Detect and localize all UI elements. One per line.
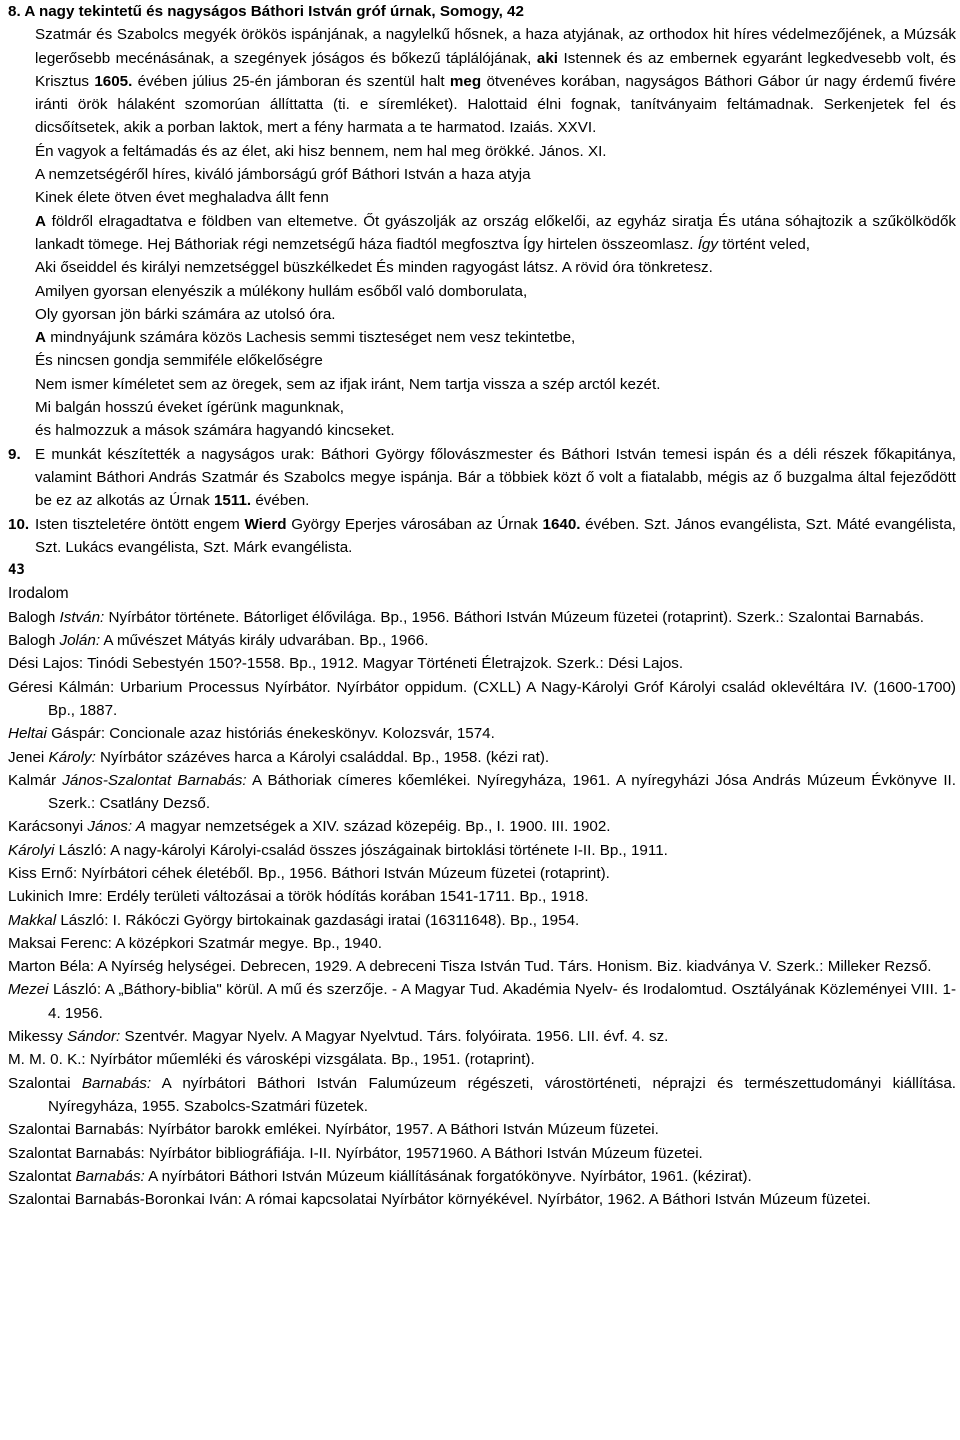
- item-8-title-text: 8. A nagy tekintetű és nagyságos Báthori István gróf úrnak, Somogy, 42: [8, 3, 524, 20]
- item-10-number: 10.: [8, 515, 30, 533]
- text-run: évében július 25-én jámboran és szentül halt: [132, 72, 450, 90]
- italic-run: István:: [59, 608, 105, 626]
- item-10-text: [35, 513, 956, 560]
- verse-line: [8, 373, 956, 396]
- bibliography-list: [8, 606, 956, 1212]
- text-run: M. M. 0. K.: Nyírbátor műemléki és városképi vizsgálata. Bp., 1951. (rotaprint).: [8, 1051, 535, 1069]
- italic-run: Makkal: [8, 911, 57, 929]
- item-8-verse: [8, 140, 956, 443]
- bibliography-entry: [8, 606, 956, 629]
- bold-run: 1511.: [213, 492, 252, 510]
- bibliography-entry: [8, 815, 956, 838]
- text-run: Én vagyok a feltámadás és az élet, aki hisz bennem, nem hal meg örökké. János. XI.: [35, 142, 607, 160]
- bold-run: 1640.: [542, 515, 581, 533]
- italic-run: Károly:: [48, 748, 96, 766]
- item-9-text: [35, 443, 956, 513]
- bold-run: A: [35, 212, 46, 230]
- bibliography-entry: [8, 978, 956, 1025]
- text-run: történt veled,: [717, 235, 810, 253]
- bibliography-entry: [8, 909, 956, 932]
- bibliography-entry: [8, 862, 956, 885]
- text-run: Kinek élete ötven évet meghaladva állt fenn: [35, 189, 329, 207]
- text-run: ötvenéves korában, nagyságos Báthori Gábor úr nagy érdemű fivére iránti örök hálaként szomorúan állíttatta (ti. e síremléket). Halottaid élni fognak, tanítványaim feltámadnak. Serkenjetek fel és dicsőítsetek, akik a porban laktok, mert a fény harmata a te harmatod. Izaiás. XXVI.: [35, 72, 956, 137]
- text-run: Balogh: [8, 608, 60, 626]
- text-run: évében.: [251, 492, 310, 510]
- text-run: Szalontat Barnabás: Nyírbátor bibliográfiája. I-II. Nyírbátor, 19571960. A Báthori István Múzeum füzetei.: [8, 1144, 703, 1162]
- text-run: Szalontai Barnabás-Boronkai Iván: A római kapcsolatai Nyírbátor környékével. Nyírbátor, 1962. A Báthori István Múzeum füzetei.: [8, 1191, 871, 1209]
- bibliography-entry: [8, 652, 956, 675]
- text-run: E munkát készítették a nagyságos urak: Báthori György főlovászmester és Báthori István temesi ispán és a déli részek főkapitánya, valamint Báthori András Szatmár és Szabolcs megye ispánja. Bár a többiek közt ő volt a fiatalabb, mégis az ő buzgalma által fejeződött be ez az alkotás az Úrnak: [35, 445, 956, 510]
- bibliography-entry: [8, 1072, 956, 1119]
- bibliography-entry: [8, 746, 956, 769]
- item-10: [8, 513, 956, 560]
- text-run: Jenei: [8, 748, 49, 766]
- text-run: Balogh: [8, 632, 60, 650]
- text-run: Amilyen gyorsan elenyészik a múlékony hullám esőből való domborulata,: [35, 282, 528, 300]
- text-run: Nyírbátor története. Bátorliget élővilága. Bp., 1956. Báthori István Múzeum füzetei (rotaprint). Szerk.: Szalontai Barnabás.: [104, 608, 924, 626]
- verse-line: [8, 186, 956, 209]
- bold-run: 1605.: [94, 72, 133, 90]
- item-9: [8, 443, 956, 513]
- verse-line: [8, 210, 956, 257]
- bibliography-entry: [8, 1165, 956, 1188]
- text-run: A nyírbátori Báthori István Múzeum kiállításának forgatókönyve. Nyírbátor, 1961. (kézirat).: [144, 1167, 752, 1185]
- item-9-number: 9.: [8, 445, 21, 463]
- text-run: Karácsonyi: [8, 818, 88, 836]
- italic-run: Heltai: [8, 725, 47, 743]
- verse-line: [8, 303, 956, 326]
- text-run: Kiss Ernő: Nyírbátori céhek életéből. Bp., 1956. Báthori István Múzeum füzetei (rotaprint).: [8, 864, 610, 882]
- bold-run: A: [35, 329, 46, 347]
- italic-run: János: A: [87, 818, 146, 836]
- text-run: Szalontai: [8, 1074, 82, 1092]
- text-run: Szentvér. Magyar Nyelv. A Magyar Nyelvtud. Társ. folyóirata. 1956. LII. évf. 4. sz.: [120, 1028, 669, 1046]
- text-run: Mi balgán hosszú éveket ígérünk magunknak,: [35, 399, 344, 417]
- verse-line: [8, 326, 956, 349]
- verse-line: [8, 396, 956, 419]
- text-run: Lukinich Imre: Erdély területi változásai a török hódítás korában 1541-1711. Bp., 1918.: [8, 888, 589, 906]
- bibliography-entry: [8, 1188, 956, 1211]
- bold-run: Wierd: [244, 515, 287, 533]
- bibliography-entry: [8, 1048, 956, 1071]
- text-run: Istennek és az embernek egyaránt legkedvesebb volt, és Krisztus: [35, 49, 956, 90]
- bibliography-entry: [8, 1118, 956, 1141]
- text-run: Maksai Ferenc: A középkori Szatmár megye. Bp., 1940.: [8, 934, 382, 952]
- bibliography-entry: [8, 932, 956, 955]
- bold-run: aki: [536, 49, 558, 67]
- text-run: A Báthoriak címeres kőemlékei. Nyíregyháza, 1961. A nyíregyházi Jósa András Múzeum Évkönyve II. Szerk.: Csatlány Dezső.: [48, 771, 956, 813]
- verse-line: [8, 140, 956, 163]
- text-run: Dési Lajos: Tinódi Sebestyén 150?-1558. Bp., 1912. Magyar Történeti Életrajzok. Szerk.: Dési Lajos.: [8, 655, 684, 673]
- verse-line: [8, 349, 956, 372]
- text-run: Gáspár: Concionale azaz históriás énekeskönyv. Kolozsvár, 1574.: [46, 725, 495, 743]
- verse-line: [8, 419, 956, 442]
- text-run: És nincsen gondja semmiféle előkelőségre: [35, 352, 323, 370]
- bibliography-entry: [8, 955, 956, 978]
- text-run: Mikessy: [8, 1028, 68, 1046]
- text-run: Szalontai Barnabás: Nyírbátor barokk emlékei. Nyírbátor, 1957. A Báthori István Múzeum füzetei.: [8, 1121, 659, 1139]
- text-run: Oly gyorsan jön bárki számára az utolsó óra.: [35, 305, 336, 323]
- text-run: A nyírbátori Báthori István Falumúzeum régészeti, várostörténeti, néprajzi és természettudományi kiállítása. Nyíregyháza, 1955. Szabolcs-Szatmári füzetek.: [48, 1074, 956, 1115]
- text-run: György Eperjes városában az Úrnak: [286, 515, 543, 533]
- text-run: László: I. Rákóczi György birtokainak gazdasági iratai (16311648). Bp., 1954.: [56, 911, 580, 929]
- bibliography-entry: [8, 1025, 956, 1048]
- bibliography-entry: [8, 839, 956, 862]
- italic-run: Mezei: [8, 981, 49, 999]
- text-run: magyar nemzetségek a XIV. század közepéig. Bp., I. 1900. III. 1902.: [145, 818, 611, 836]
- page-number: 43: [8, 562, 25, 579]
- item-8-paragraph: [8, 23, 956, 139]
- bibliography-entry: [8, 885, 956, 908]
- italic-run: Barnabás:: [75, 1167, 145, 1185]
- text-run: Kalmár: [8, 771, 63, 789]
- verse-line: [8, 256, 956, 279]
- bibliography-entry: [8, 629, 956, 652]
- bibliography-heading: Irodalom: [8, 585, 69, 603]
- text-run: Szalontat: [8, 1167, 76, 1185]
- bold-run: meg: [449, 72, 482, 90]
- text-run: Nyírbátor százéves harca a Károlyi családdal. Bp., 1958. (kézi rat).: [95, 748, 550, 766]
- bibliography-entry: [8, 722, 956, 745]
- italic-run: János-Szalontat Barnabás:: [62, 771, 247, 789]
- bibliography-entry: [8, 1142, 956, 1165]
- text-run: Marton Béla: A Nyírség helységei. Debrecen, 1929. A debreceni Tisza István Tud. Társ. Honism. Biz. kiadványa V. Szerk.: Milleker Rezső.: [8, 958, 932, 976]
- verse-line: [8, 280, 956, 303]
- italic-run: Sándor:: [67, 1028, 121, 1046]
- text-run: A művészet Mátyás király udvarában. Bp., 1966.: [100, 632, 429, 650]
- text-run: A nemzetségéről híres, kiváló jámborságú gróf Báthori István a haza atyja: [35, 166, 531, 184]
- text-run: Isten tiszteletére öntött engem: [35, 515, 245, 533]
- text-run: mindnyájunk számára közös Lachesis semmi tiszteséget nem vesz tekintetbe,: [45, 329, 576, 347]
- text-run: Géresi Kálmán: Urbarium Processus Nyírbátor. Nyírbátor oppidum. (CXLL) A Nagy-Károlyi Gróf Károlyi család oklevéltára IV. (1600-1700) Bp., 1887.: [8, 678, 956, 719]
- text-run: és halmozzuk a mások számára hagyandó kincseket.: [35, 422, 395, 440]
- verse-line: [8, 163, 956, 186]
- text-run: Nem ismer kíméletet sem az öregek, sem az ifjak iránt, Nem tartja vissza a szép arctól kezét.: [35, 375, 661, 393]
- italic-run: Így: [697, 235, 718, 253]
- bibliography-entry: [8, 676, 956, 723]
- text-run: Szatmár és Szabolcs megyék örökös ispánjának, a nagylelkű hősnek, a haza atyjának, az orthodox hit híres védelmezőjének, a Múzsák legerősebb mecénásának, a szegények jóságos és bőkezű táplálójának,: [35, 26, 956, 67]
- italic-run: Barnabás:: [81, 1074, 152, 1092]
- text-run: László: A nagy-károlyi Károlyi-család összes jószágainak birtoklási története I-II. Bp., 1911.: [54, 841, 668, 859]
- item-8-title: [8, 0, 956, 23]
- bibliography-entry: [8, 769, 956, 816]
- italic-run: Jolán:: [59, 632, 101, 650]
- text-run: földről elragadtatva e földben van eltemetve. Őt gyászolják az ország előkelői, az egyház siratja És utána sóhajtozik a szűkölködők lankadt tömege. Hej Báthoriak régi nemzetségű háza fiadtól megfosztva Így hirtelen összeomlasz.: [35, 212, 956, 253]
- text-run: László: A „Báthory-biblia" körül. A mű és szerzője. - A Magyar Tud. Akadémia Nyelv- és Irodalomtud. Osztályának Közleményei VIII. 1-4. 1956.: [48, 981, 956, 1022]
- italic-run: Károlyi: [8, 841, 55, 859]
- text-run: Aki őseiddel és királyi nemzetséggel büszkélkedet És minden ragyogást látsz. A rövid óra tönkretesz.: [35, 259, 713, 277]
- text-run: évében. Szt. János evangélista, Szt. Máté evangélista, Szt. Lukács evangélista, Szt. Márk evangélista.: [35, 515, 956, 556]
